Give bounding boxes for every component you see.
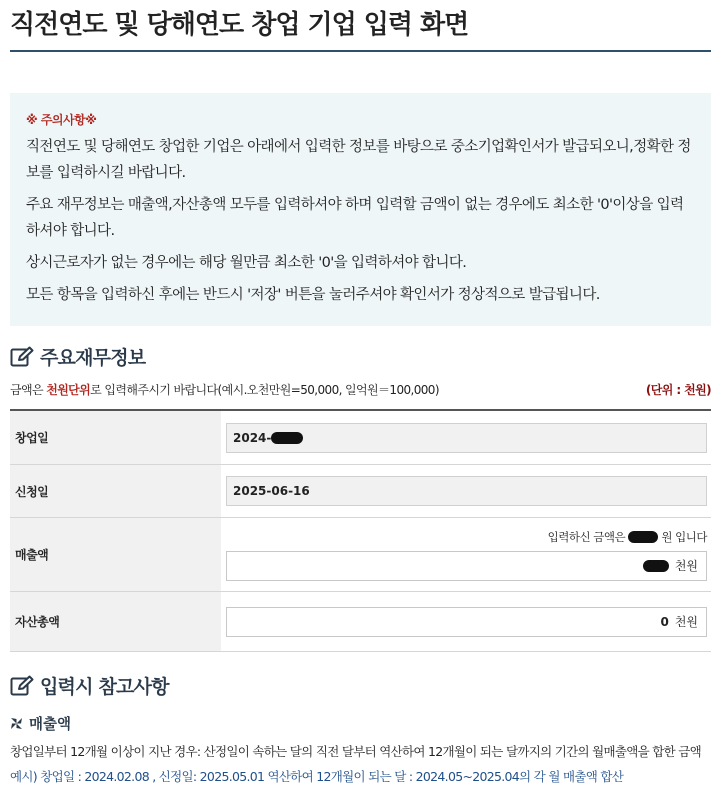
total-assets-input[interactable] [226, 607, 707, 637]
unit-note-row [10, 381, 711, 398]
founding-date-value: 2024- [233, 430, 272, 445]
revenue-hint [226, 529, 707, 545]
revenue-example: 예시) 창업일 : 2024.02.08 , 신정일: 2025.05.01 역산하여 12개월이 되는 달 : 2024.05~2025.04의 각 월 매출액 합산 [10, 769, 624, 784]
redaction-mark [628, 531, 658, 543]
unit-note-suffix: 로 입력해주시기 바랍니다(예시.오천만원=50,000, 일억원＝100,000) [90, 383, 439, 397]
founding-date-label: 창업일 [10, 411, 221, 464]
total-assets-row [10, 592, 711, 652]
application-date-cell [221, 465, 711, 517]
edit-icon [10, 675, 34, 697]
revenue-subheading-label: 매출액 [29, 717, 72, 733]
edit-icon [10, 346, 34, 368]
notice-line-4: 모든 항목을 입력하신 후에는 반드시 '저장' 버튼을 눌러주셔야 확인서가 정상적으로 발급됩니다. [26, 287, 600, 303]
application-date-label: 신청일 [10, 465, 221, 517]
reference-section-label: 입력시 참고사항 [40, 676, 169, 698]
unit-note-highlight: 천원단위 [46, 383, 91, 397]
founding-date-cell [221, 411, 711, 464]
page-title: 직전연도 및 당해연도 창업 기업 입력 화면 [10, 10, 469, 40]
total-assets-label: 자산총액 [10, 592, 221, 651]
founding-date-row [10, 411, 711, 465]
founding-date-field [226, 423, 707, 453]
unit-label: (단위 : 천원) [645, 383, 711, 397]
financial-form-table [10, 409, 711, 652]
revenue-hint-suffix: 원 입니다 [658, 529, 707, 544]
redaction-mark [643, 560, 669, 572]
revenue-description: 창업일부터 12개월 이상이 지난 경우: 산정일이 속하는 달의 직전 달부터 역산하여 12개월이 되는 달까지의 기간의 월매출액을 합한 금액 [10, 744, 702, 759]
revenue-subheading [10, 713, 71, 734]
notice-line-1: 직전연도 및 당해연도 창업한 기업은 아래에서 입력한 정보를 바탕으로 중소기업확인서가 발급되오니,정확한 정보를 입력하시길 바랍니다. [26, 139, 691, 181]
total-assets-cell [221, 592, 711, 651]
revenue-label: 매출액 [10, 518, 221, 591]
revenue-hint-prefix: 입력하신 금액은 [547, 529, 629, 544]
financial-section-label: 주요재무정보 [40, 347, 146, 369]
pinwheel-bullet-icon [10, 717, 23, 730]
notice-line-3: 상시근로자가 없는 경우에는 해당 월만큼 최소한 '0'을 입력하셔야 합니다. [26, 255, 467, 271]
revenue-row [10, 518, 711, 592]
title-divider [10, 50, 711, 52]
financial-section-title [10, 343, 145, 370]
revenue-input[interactable] [226, 551, 707, 581]
revenue-unit: 천원 [674, 559, 698, 573]
unit-note [10, 381, 439, 398]
total-assets-unit: 천원 [674, 615, 698, 629]
notice-box [10, 93, 711, 326]
reference-section-title [10, 672, 169, 699]
revenue-cell [221, 518, 711, 591]
notice-line-2: 주요 재무정보는 매출액,자산총액 모두를 입력하셔야 하며 입력할 금액이 없는 경우에도 최소한 '0'이상을 입력하셔야 합니다. [26, 197, 684, 239]
application-date-field: 2025-06-16 [226, 476, 707, 506]
total-assets-value: 0 [660, 614, 669, 629]
unit-note-prefix: 금액은 [10, 383, 47, 397]
notice-heading: ※ 주의사항※ [26, 113, 97, 127]
application-date-row [10, 465, 711, 518]
redaction-mark [271, 432, 303, 444]
